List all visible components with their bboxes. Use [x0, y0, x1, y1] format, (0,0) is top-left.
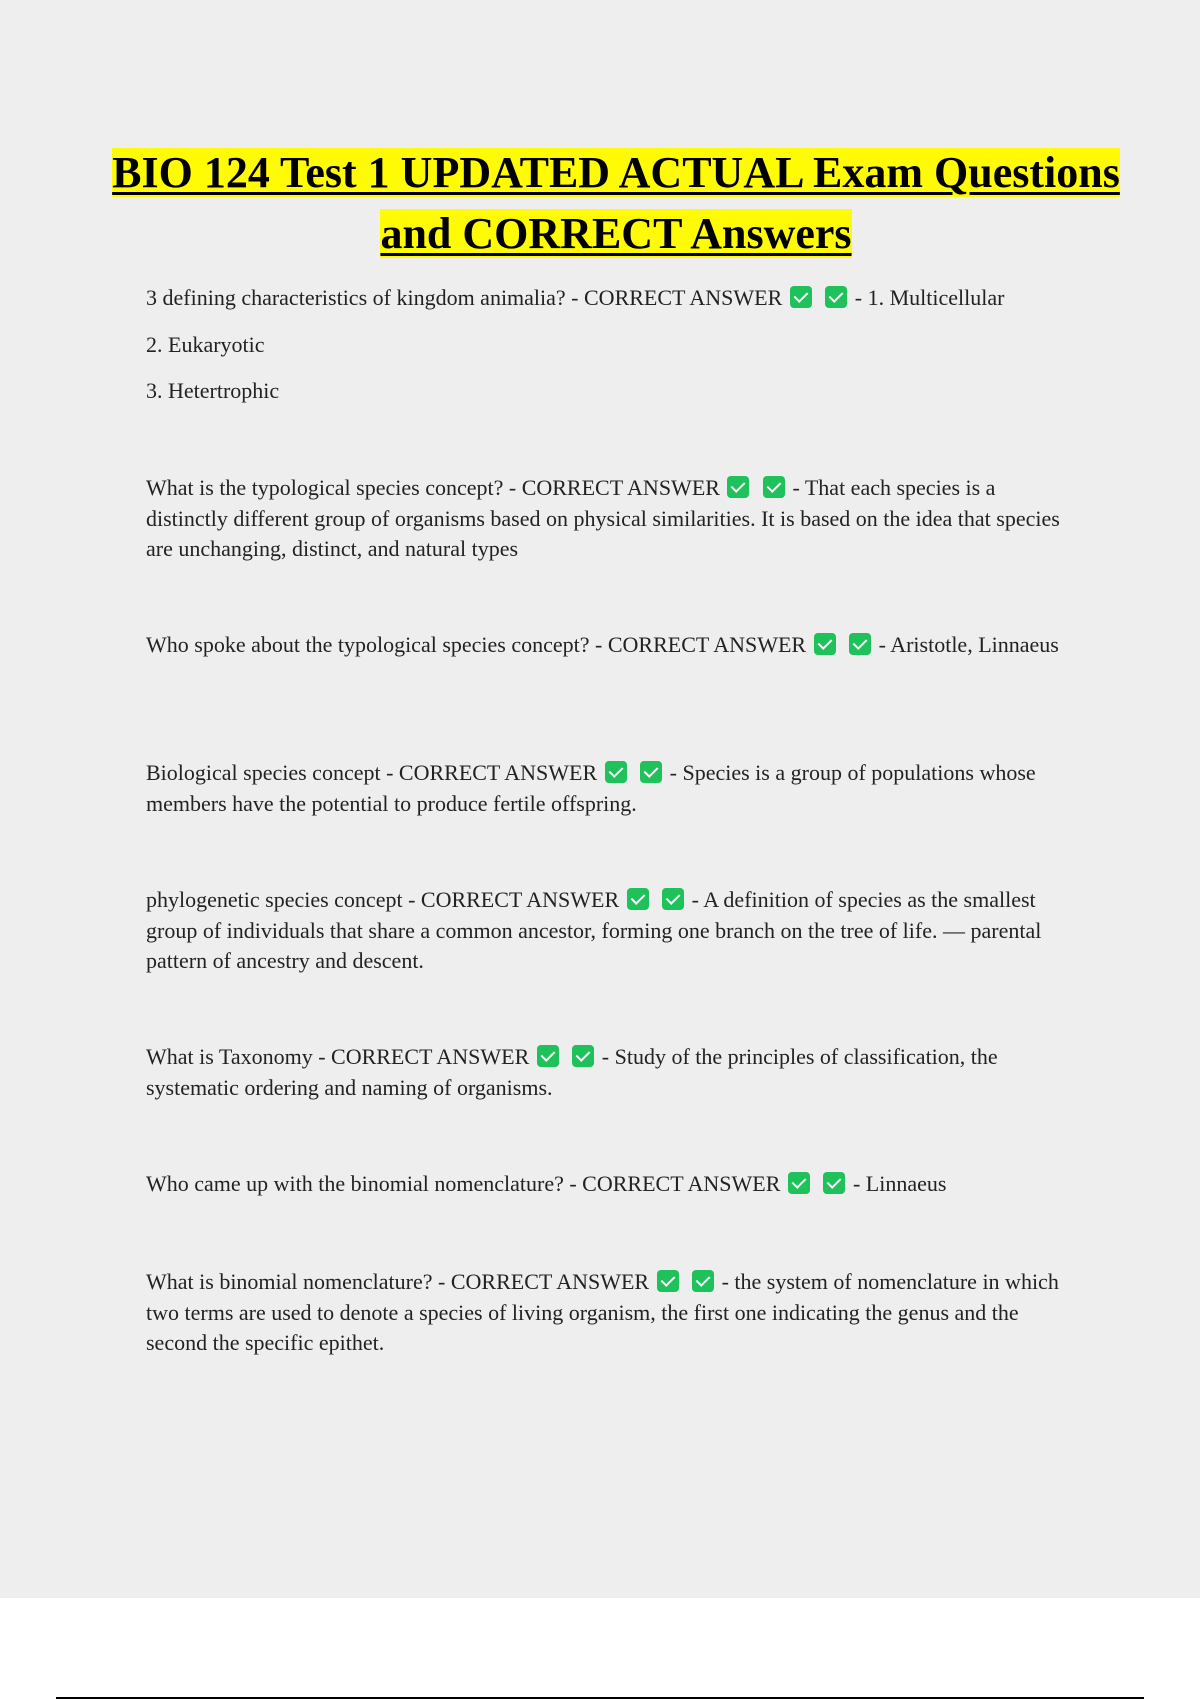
question-text: What is binomial nomenclature? - CORRECT ANSWER	[146, 1269, 650, 1294]
check-icon	[627, 888, 649, 910]
check-icon	[537, 1045, 559, 1067]
qa-line	[146, 1169, 1082, 1200]
check-icon	[727, 476, 749, 498]
check-icon	[657, 1270, 679, 1292]
qa-item-5	[146, 885, 1082, 977]
check-icon	[823, 1172, 845, 1194]
check-icon	[572, 1045, 594, 1067]
check-icon	[790, 286, 812, 308]
check-icon	[849, 633, 871, 655]
check-icon	[814, 633, 836, 655]
answer-text: - the system of nomenclature in which two terms are used to denote a species of living organism, the first one indicating the genus and the second the specific epithet.	[146, 1269, 1059, 1355]
document-title-text: BIO 124 Test 1 UPDATED ACTUAL Exam Questions and CORRECT Answers	[112, 148, 1120, 258]
qa-line	[146, 758, 1082, 819]
answer-text: - Species is a group of populations whose members have the potential to produce fertile offspring.	[146, 760, 1036, 816]
answer-text: - Linnaeus	[852, 1171, 947, 1196]
qa-line	[146, 1267, 1082, 1359]
question-text: phylogenetic species concept - CORRECT ANSWER	[146, 887, 620, 912]
qa-item-7	[146, 1169, 1082, 1200]
answer-line: 3. Hetertrophic	[146, 378, 280, 403]
answer-text: - Study of the principles of classification, the systematic ordering and naming of organisms.	[146, 1044, 998, 1100]
qa-item-6	[146, 1042, 1082, 1103]
check-icon	[605, 761, 627, 783]
qa-item-4	[146, 758, 1082, 819]
document-title	[80, 142, 1152, 264]
footer-divider	[56, 1697, 1144, 1699]
answer-text: - A definition of species as the smallest group of individuals that share a common ancestor, forming one branch on the tree of life. — parental pattern of ancestry and descent.	[146, 887, 1042, 973]
question-text: What is the typological species concept? - CORRECT ANSWER	[146, 475, 720, 500]
answer-text: - Aristotle, Linnaeus	[878, 632, 1059, 657]
qa-line	[146, 885, 1082, 977]
question-text: Who spoke about the typological species concept? - CORRECT ANSWER	[146, 632, 807, 657]
question-text: What is Taxonomy - CORRECT ANSWER	[146, 1044, 530, 1069]
answer-text: - That each species is a distinctly different group of organisms based on physical similarities. It is based on the idea that species are unchanging, distinct, and natural types	[146, 475, 1060, 561]
question-text: Who came up with the binomial nomenclature? - CORRECT ANSWER	[146, 1171, 781, 1196]
question-text: Biological species concept - CORRECT ANSWER	[146, 760, 598, 785]
qa-item-1	[146, 283, 1082, 407]
check-icon	[825, 286, 847, 308]
question-text: 3 defining characteristics of kingdom animalia? - CORRECT ANSWER	[146, 285, 783, 310]
answer-line: 2. Eukaryotic	[146, 331, 265, 357]
qa-item-3	[146, 630, 1082, 661]
answer-text: - 1. Multicellular	[854, 285, 1005, 310]
check-icon	[788, 1172, 810, 1194]
qa-line	[146, 630, 1082, 661]
qa-item-2	[146, 473, 1082, 565]
check-icon	[640, 761, 662, 783]
check-icon	[692, 1270, 714, 1292]
qa-line	[146, 1042, 1082, 1103]
qa-line	[146, 473, 1082, 565]
check-icon	[662, 888, 684, 910]
qa-line	[146, 283, 1082, 314]
qa-item-8	[146, 1267, 1082, 1359]
check-icon	[763, 476, 785, 498]
